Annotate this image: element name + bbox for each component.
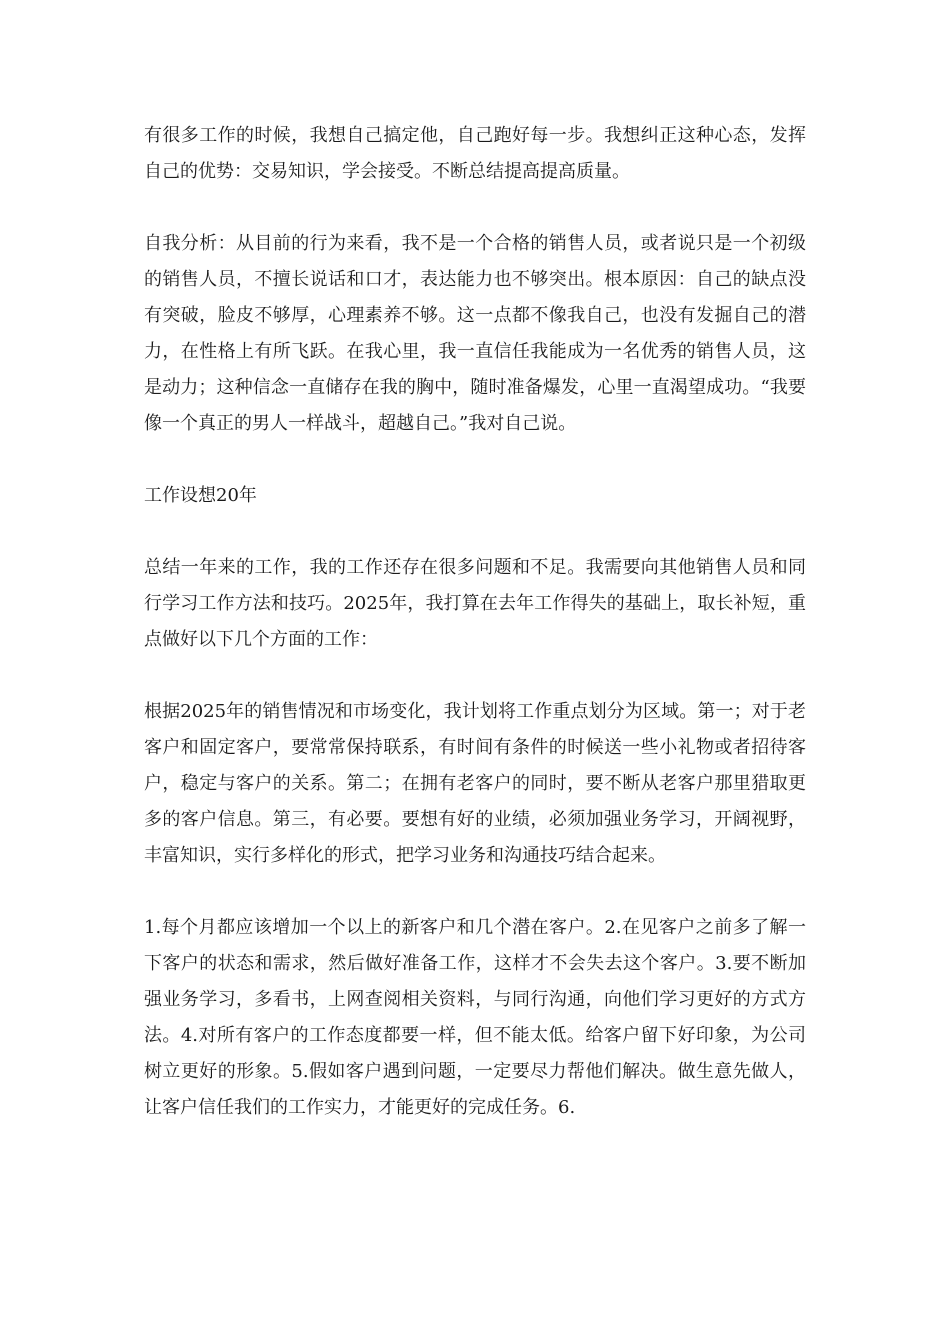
document-body — [144, 118, 806, 1126]
paragraph-numbered-goals: 1.每个月都应该增加一个以上的新客户和几个潜在客户。2.在见客户之前多了解一下客户的状态和需求，然后做好准备工作，这样才不会失去这个客户。3.要不断加强业务学习，多看书，上网查阅相关资料，与同行沟通，向他们学习更好的方式方法。4.对所有客户的工作态度都要一样，但不能太低。给客户留下好印象，为公司树立更好的形象。5.假如客户遇到问题，一定要尽力帮他们解决。做生意先做人，让客户信任我们的工作实力，才能更好的完成任务。6. — [144, 917, 806, 1118]
paragraph-self-analysis: 自我分析：从目前的行为来看，我不是一个合格的销售人员，或者说只是一个初级的销售人员，不擅长说话和口才，表达能力也不够突出。根本原因：自己的缺点没有突破，脸皮不够厚，心理素养不够。这一点都不像我自己，也没有发掘自己的潜力，在性格上有所飞跃。在我心里，我一直信任我能成为一名优秀的销售人员，这是动力；这种信念一直储存在我的胸中，随时准备爆发，心里一直渴望成功。“我要像一个真正的男人一样战斗，超越自己。”我对自己说。 — [144, 233, 806, 434]
paragraph-year-summary: 总结一年来的工作，我的工作还存在很多问题和不足。我需要向其他销售人员和同行学习工作方法和技巧。2025年，我打算在去年工作得失的基础上，取长补短，重点做好以下几个方面的工作： — [144, 557, 806, 650]
paragraph-regional-plan: 根据2025年的销售情况和市场变化，我计划将工作重点划分为区域。第一；对于老客户和固定客户，要常常保持联系，有时间有条件的时候送一些小礼物或者招待客户，稳定与客户的关系。第二；在拥有老客户的同时，要不断从老客户那里猎取更多的客户信息。第三，有必要。要想有好的业绩，必须加强业务学习，开阔视野，丰富知识，实行多样化的形式，把学习业务和沟通技巧结合起来。 — [144, 701, 806, 866]
paragraph-mindset: 有很多工作的时候，我想自己搞定他，自己跑好每一步。我想纠正这种心态，发挥自己的优势：交易知识，学会接受。不断总结提高提高质量。 — [144, 125, 806, 182]
section-heading-work-plan: 工作设想20年 — [144, 485, 257, 506]
